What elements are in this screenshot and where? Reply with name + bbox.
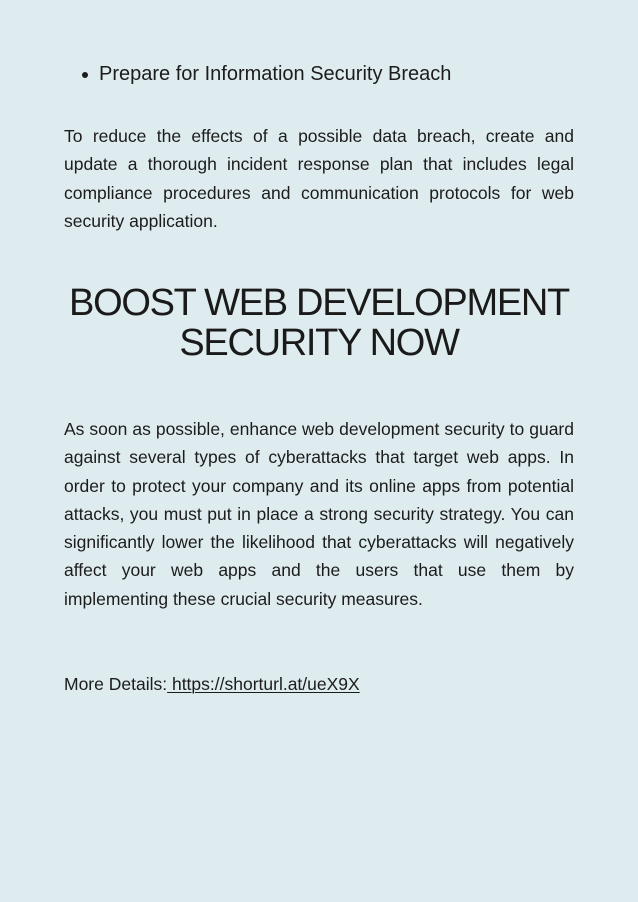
bullet-point-icon bbox=[82, 72, 88, 78]
more-details-link[interactable]: https://shorturl.at/ueX9X bbox=[167, 674, 360, 694]
bullet-item-text: Prepare for Information Security Breach bbox=[99, 63, 452, 85]
heading-line-1: BOOST WEB DEVELOPMENT bbox=[69, 282, 569, 324]
section-heading bbox=[30, 283, 608, 363]
more-details-label: More Details: bbox=[64, 674, 168, 694]
bullet-list-item bbox=[82, 60, 451, 88]
more-details-line bbox=[64, 670, 360, 698]
security-strategy-paragraph: As soon as possible, enhance web development security to guard against several types of cyberattacks that target web apps. In order to protect your company and its online apps from potential attacks, you must put in place a strong security strategy. You can significantly lower the likelihood that cyberattacks will negatively affect your web apps and the users that use them by implementing these crucial security measures. bbox=[64, 419, 574, 609]
incident-response-paragraph: To reduce the effects of a possible data breach, create and update a thorough incident response plan that includes legal compliance procedures and communication protocols for web security application. bbox=[64, 126, 574, 231]
heading-line-2: SECURITY NOW bbox=[179, 322, 459, 364]
